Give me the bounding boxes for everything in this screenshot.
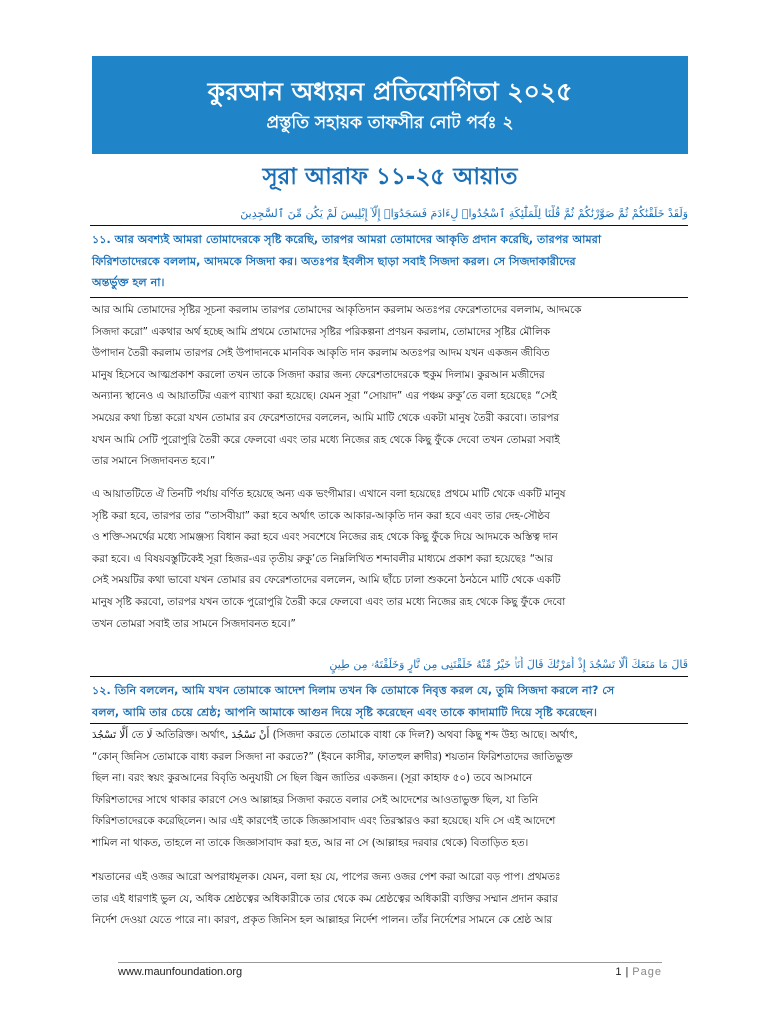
- paragraph-line: তার এই ধারণাই ভুল যে, অধিক শ্রেষ্ঠত্বের অধিকারীকে তার থেকে কম শ্রেষ্ঠত্বের অধিকারী ব্যক্তির সম্মান প্রদান করার: [92, 892, 558, 905]
- paragraph-line: মানুষ সৃষ্টি করবো, তারপর যখন তাকে পুরোপুরি তৈরী করে ফেলবো এবং তার মধ্যে নিজের রূহ থেকে কিছু ফুঁকে দেবো: [92, 595, 566, 608]
- paragraph-line: أَلَّا تَسْجُدَ তে لَا অতিরিক্ত। অর্থাৎ, أَنْ تَسْجُدَ (সিজদা করতে তোমাকে বাধা কে দিল?) অথবা কিছু শব্দ উহ্য আছে। অর্থাৎ,: [92, 729, 578, 741]
- verse-translation-12: [92, 680, 692, 723]
- paragraph-line: এ আয়াতটিতে ঐ তিনটি পর্যায় বর্ণিত হয়েছে অন্য এক ভংগীমার। এখানে বলা হয়েছেঃ প্রথমে মাটি থেকে একটি মানুষ: [92, 488, 566, 500]
- verse-line: ১১. আর অবশ্যই আমরা তোমাদেরকে সৃষ্টি করেছি, তারপর আমরা তোমাদের আকৃতি প্রদান করেছি, তারপর আমরা: [92, 233, 602, 246]
- tafsir-paragraph: [92, 484, 690, 635]
- paragraph-line: উপাদান তৈরী করলাম তারপর সেই উপাদানকে মানবিক আকৃতি দান করলাম অতঃপর আদম যখন একজন জীবিত: [92, 347, 550, 360]
- section-divider: [90, 297, 688, 298]
- paragraph-line: সিজদা করো” একথার অর্থ হচ্ছে আমি প্রথমে তোমাদের সৃষ্টির পরিকল্পনা প্রণয়ন করলাম, তোমাদের সৃষ্টির মৌলিক: [92, 325, 550, 338]
- paragraph-line: তার সমানে সিজদাবনত হবে।”: [92, 455, 216, 468]
- arabic-verse-11: وَلَقَدْ خَلَقْنَٰكُمْ ثُمَّ صَوَّرْنَٰكُمْ ثُمَّ قُلْنَا لِلْمَلَٰٓئِكَةِ ٱسْجُدُوا۟ لِءَادَمَ فَسَجَدُوٓا۟ إِلَّآ إِبْلِيسَ لَمْ يَكُن مِّنَ ٱلسَّٰجِدِينَ: [240, 207, 688, 220]
- verse-divider: [90, 676, 688, 677]
- paragraph-line: সৃষ্টি করা হবে, তারপর তার “তাসবীয়া” করা হবে অর্থাৎ তাকে আকার-আকৃতি দান করা হবে এবং তার দেহ-সৌষ্ঠব: [92, 509, 550, 522]
- footer-divider: [118, 962, 662, 963]
- verse-line: ১২. তিনি বললেন, আমি যখন তোমাকে আদেশ দিলাম তখন কি তোমাকে নিবৃত্ত করল যে, তুমি সিজদা করলে না? সে: [92, 684, 615, 697]
- page-separator: |: [625, 966, 629, 978]
- arabic-verse-12: قَالَ مَا مَنَعَكَ أَلَّا تَسْجُدَ إِذْ أَمَرْتُكَ قَالَ أَنَا۠ خَيْرٌ مِّنْهُ خَلَقْتَنِى مِن نَّارٍ وَخَلَقْتَهُۥ مِن طِينٍ: [329, 658, 688, 671]
- paragraph-line: ফিরিশতাদেরকে করেছিলেন। আর এই কারণেই তাকে জিজ্ঞাসাবাদ এবং তিরস্কারও করা হয়েছে। যদি সে এই আদেশে: [92, 815, 556, 828]
- footer-page-indicator: [615, 966, 662, 978]
- paragraph-line: “কোন্ জিনিস তোমাকে বাধ্য করল সিজদা না করতে?” (ইবনে কাসীর, ফাতহুল ক্বাদীর) শয়তান ফিরিশতাদের জাতিভুক্ত: [92, 750, 573, 763]
- paragraph-line: যখন আমি সেটি পুরোপুরি তৈরী করে ফেলবো এবং তার মধ্যে নিজের রূহ থেকে কিছু ফুঁকে দেবো তখন তোমরা সবাই: [92, 433, 560, 446]
- paragraph-line: নির্দেশ দেওয়া যেতে পারে না। কারণ, প্রকৃত জিনিস হল আল্লাহর নির্দেশ পালন। তাঁর নির্দেশের সামনে কে শ্রেষ্ঠ আর: [92, 914, 552, 927]
- verse-line: অন্তর্ভুক্ত হল না।: [92, 276, 165, 289]
- tafsir-paragraph: [92, 725, 690, 855]
- paragraph-line: ও শক্তি-সমর্থের মধ্যে সামঞ্জস্য বিধান করা হবে এবং সবশেষে নিজের রূহ থেকে কিছু ফুঁকে দিয়ে আদমকে অস্তিত্ব দান: [92, 531, 558, 544]
- footer-website-link[interactable]: www.maunfoundation.org: [118, 966, 243, 978]
- paragraph-line: ফিরিশতাদের সাথে থাকার কারণে সেও আল্লাহর সিজদা করতে বলার সেই আদেশের আওতাভুক্ত ছিল, যা তিনি: [92, 793, 538, 806]
- paragraph-line: সময়ের কথা চিন্তা করো যখন তোমার রব ফেরেশতাদের বললেন, আমি মাটি থেকে একটা মানুষ তৈরী করবো। তারপর: [92, 411, 560, 424]
- document-title: কুরআন অধ্যয়ন প্রতিযোগিতা ২০২৫: [207, 77, 573, 106]
- paragraph-line: সেই সময়টির কথা ভাবো যখন তোমার রব ফেরেশতাদের বললেন, আমি ছাঁচে ঢালা শুকনো ঠনঠনে মাটি থেকে একটি: [92, 574, 561, 587]
- document-subtitle: প্রস্তুতি সহায়ক তাফসীর নোট পর্বঃ ২: [266, 113, 514, 133]
- header-banner: [92, 56, 688, 154]
- page-label: Page: [632, 966, 662, 978]
- verse-line: ফিরিশতাদেরকে বললাম, আদমকে সিজদা কর। অতঃপর ইবলীস ছাড়া সবাই সিজদা করল। সে সিজদাকারীদের: [92, 254, 576, 268]
- page-number: 1: [615, 966, 622, 978]
- verse-translation-11: [92, 229, 692, 294]
- paragraph-line: শামিল না থাকত, তাহলে না তাকে জিজ্ঞাসাবাদ করা হত, আর না সে (আল্লাহর দরবার থেকে) বিতাড়িত হত।: [92, 836, 529, 849]
- paragraph-line: আর আমি তোমাদের সৃষ্টির সূচনা করলাম তারপর তোমাদের আকৃতিদান করলাম অতঃপর ফেরেশতাদের বললাম, আদমকে: [92, 304, 582, 316]
- tafsir-paragraph: [92, 867, 690, 932]
- paragraph-line: করা হবে। এ বিষয়বস্তুটিকেই সূরা হিজর-এর তৃতীয় রুকু’তে নিম্নলিখিত শব্দাবলীর মাধ্যমে প্রকাশ করা হয়েছেঃ “আর: [92, 552, 553, 565]
- section-divider: [90, 723, 688, 724]
- verse-divider: [90, 225, 688, 226]
- verse-line: বলল, আমি তার চেয়ে শ্রেষ্ঠ; আপনি আমাকে আগুন দিয়ে সৃষ্টি করেছেন এবং তাকে কাদামাটি দিয়ে সৃষ্টি করেছেন।: [92, 705, 598, 719]
- paragraph-line: ছিল না। বরং স্বয়ং কুরআনের বিবৃতি অনুযায়ী সে ছিল জ্বিন জাতির একজন। (সূরা কাহাফ ৫০) তবে আসমানে: [92, 772, 532, 785]
- paragraph-line: শয়তানের এই ওজর আরো অপরাধমূলক। যেমন, বলা হয় যে, পাপের জন্য ওজর পেশ করা আরো বড় পাপ। প্রথমতঃ: [92, 871, 561, 883]
- paragraph-line: অন্যান্য স্থানেও এ আয়াতটির এরূপ ব্যাখ্যা করা হয়েছে। যেমন সূরা “সোয়াদ” এর পঞ্চম রুকু’তে বলা হয়েছেঃ “সেই: [92, 390, 557, 403]
- tafsir-paragraph: [92, 300, 690, 473]
- surah-title: সূরা আরাফ ১১-২৫ আয়াত: [262, 164, 518, 190]
- paragraph-line: মানুষ হিসেবে আত্মপ্রকাশ করলো তখন তাকে সিজদা করার জন্য ফেরেশতাদেরকে হুকুম দিলাম। কুরআন মজীদের: [92, 368, 545, 381]
- paragraph-line: তখন তোমরা সবাই তার সামনে সিজদাবনত হবে।”: [92, 617, 296, 630]
